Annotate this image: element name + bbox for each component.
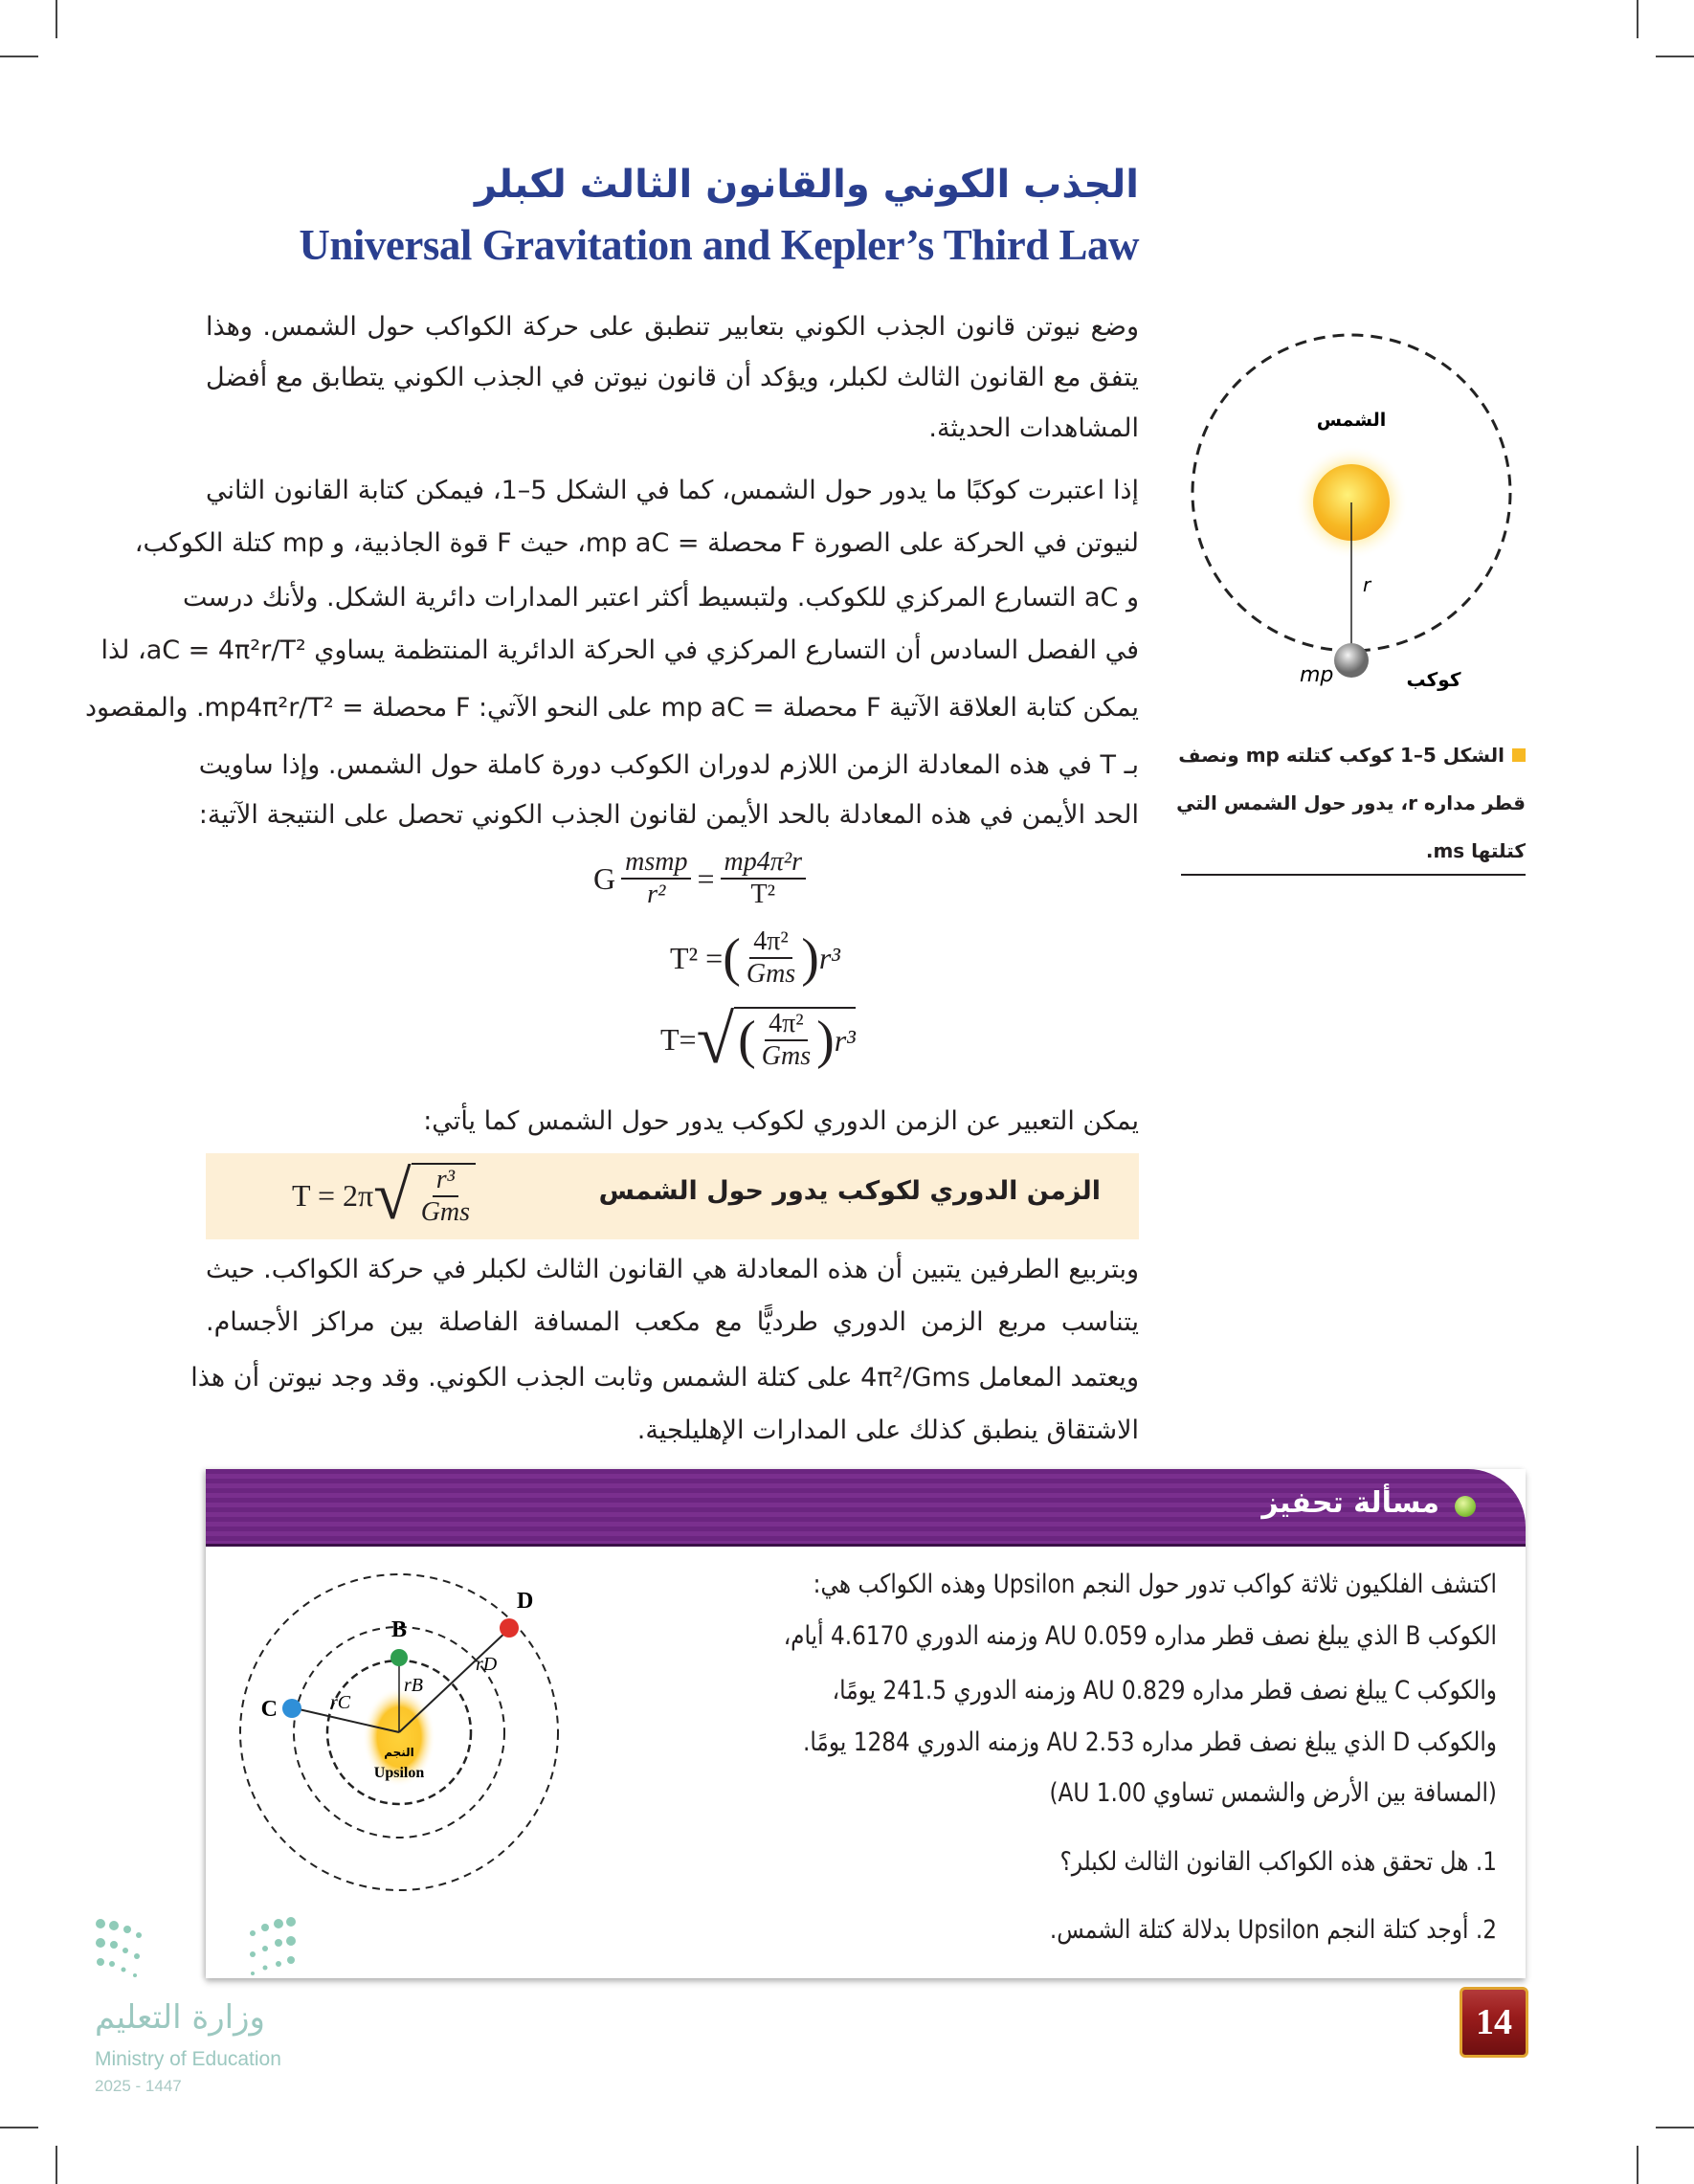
paragraph-line: لنيوتن في الحركة على الصورة F محصلة = mp aC، حيث F قوة الجاذبية، و mp كتلة الكوكب، bbox=[134, 528, 1139, 558]
planet-d-label: D bbox=[517, 1589, 534, 1614]
ministry-name-arabic: وزارة التعليم bbox=[95, 1998, 265, 2037]
question-2: 2. أوجد كتلة النجم Upsilon بدلالة كتلة الشمس. bbox=[1049, 1915, 1497, 1945]
eq-den: T² bbox=[750, 880, 776, 909]
question-1: 1. هل تحقق هذه الكواكب القانون الثالث لكبلر؟ bbox=[1059, 1847, 1497, 1877]
paragraph-line: وضع نيوتن قانون الجذب الكوني بتعابير تنطبق على حركة الكواكب حول الشمس. وهذا bbox=[206, 312, 1139, 342]
orbit-figure bbox=[1177, 325, 1531, 708]
equation-period: T= √ ( $\frac{\text{4π²}}{\text{Gms}}$ ) r³ bbox=[660, 1001, 856, 1078]
challenge-title: مسألة تحفيز bbox=[1261, 1486, 1439, 1520]
challenge-header bbox=[206, 1469, 1526, 1547]
problem-line: (المسافة بين الأرض والشمس تساوي 1.00 AU) bbox=[1049, 1778, 1497, 1808]
eq-equals: = bbox=[697, 860, 715, 896]
figure-caption-line: الشكل 5–1 كوكب كتلته mp ونصف bbox=[1178, 744, 1505, 767]
sqrt-icon: √ bbox=[696, 1001, 735, 1078]
paragraph-line: يتناسب مربع الزمن الدوري طرديًّا مع مكعب المسافة الفاصلة بين مراكز الأجسام. bbox=[206, 1307, 1139, 1337]
eq-num: msmp bbox=[621, 847, 691, 880]
star-label-ar: النجم bbox=[384, 1746, 414, 1759]
edition-year: 2025 - 1447 bbox=[95, 2077, 182, 2095]
section-title-english: Universal Gravitation and Kepler’s Third Law bbox=[299, 221, 1139, 269]
planet-c-icon bbox=[282, 1699, 301, 1718]
planet-b-icon bbox=[390, 1649, 408, 1666]
eq-num: mp4π²r bbox=[721, 847, 807, 880]
paragraph-line: يمكن كتابة العلاقة الآتية F محصلة = mp aC على النحو الآتي: F محصلة = mp4π²r/T². والمقصود bbox=[84, 693, 1139, 723]
radius-b-label: rB bbox=[404, 1675, 423, 1696]
paragraph-line: في الفصل السادس أن التسارع المركزي في الحركة الدائرية المنتظمة يساوي aC = 4π²r/T²، لذا bbox=[100, 635, 1139, 665]
paragraph-line: الحد الأيمن في هذه المعادلة بالحد الأيمن لقانون الجذب الكوني تحصل على النتيجة الآتية: bbox=[198, 800, 1139, 830]
eq-den: Gms bbox=[420, 1197, 471, 1227]
sun-label: الشمس bbox=[1316, 410, 1387, 431]
eq-num: 4π² bbox=[749, 926, 792, 959]
ministry-logo-icon bbox=[95, 1914, 301, 1991]
problem-line: والكوكب D الذي يبلغ نصف قطر مداره 2.53 AU وزمنه الدوري 1284 يومًا. bbox=[802, 1727, 1497, 1757]
radius-d-label: rD bbox=[476, 1654, 498, 1675]
paragraph-line: يتفق مع القانون الثالث لكبلر، ويؤكد أن قانون نيوتن في الجذب الكوني يتطابق مع أفضل bbox=[206, 363, 1139, 392]
key-equation bbox=[292, 1157, 476, 1234]
crop-mark bbox=[56, 0, 57, 38]
radius-c-label: rC bbox=[330, 1692, 351, 1713]
eq-lhs: T² = bbox=[670, 940, 724, 975]
eq-den: r² bbox=[647, 880, 666, 909]
figure-caption-line: قطر مداره r، يدور حول الشمس التي bbox=[1176, 791, 1526, 814]
planet-b-label: B bbox=[390, 1617, 408, 1642]
challenge-problem-box bbox=[206, 1469, 1526, 1978]
problem-line: اكتشف الفلكيون ثلاثة كواكب تدور حول النجم Upsilon وهذه الكواكب هي: bbox=[813, 1570, 1497, 1599]
paragraph-line: يمكن التعبير عن الزمن الدوري لكوكب يدور حول الشمس كما يأتي: bbox=[423, 1106, 1139, 1136]
eq-num: 4π² bbox=[765, 1009, 808, 1041]
section-title-arabic: الجذب الكوني والقانون الثالث لكبلر bbox=[474, 163, 1139, 207]
key-equation-label: الزمن الدوري لكوكب يدور حول الشمس bbox=[598, 1176, 1101, 1206]
radius-label: r bbox=[1363, 573, 1371, 596]
equation-gravitation bbox=[593, 847, 812, 910]
paragraph-line: الاشتقاق ينطبق كذلك على المدارات الإهليلجية. bbox=[636, 1415, 1139, 1445]
paragraph-line: و aC التسارع المركزي للكوكب. ولتبسيط أكثر اعتبر المدارات دائرية الشكل. ولأنك درست bbox=[182, 583, 1139, 613]
sqrt-icon: √ bbox=[373, 1157, 412, 1234]
eq-den: Gms bbox=[746, 959, 796, 989]
crop-mark bbox=[1637, 0, 1638, 38]
paragraph-line: المشاهدات الحديثة. bbox=[928, 413, 1139, 443]
page-number: 14 bbox=[1460, 1987, 1528, 2058]
planet-d-icon bbox=[500, 1618, 519, 1638]
mass-label: mp bbox=[1300, 663, 1334, 687]
upsilon-orbit-diagram bbox=[225, 1565, 579, 1948]
paragraph-line: وبتربيع الطرفين يتبين أن هذه المعادلة هي القانون الثالث لكبلر في حركة الكواكب. حيث bbox=[206, 1255, 1139, 1284]
paragraph-line: ويعتمد المعامل 4π²/Gms على كتلة الشمس وثابت الجذب الكوني. وقد وجد نيوتن أن هذا bbox=[190, 1363, 1139, 1393]
star-label-en: Upsilon bbox=[373, 1765, 425, 1781]
bullet-icon bbox=[1455, 1496, 1476, 1517]
eq-g: G bbox=[593, 860, 616, 896]
equation-period-squared: T² = ( $\frac{\text{4π²}}{\text{Gms}}$ ) r³ bbox=[670, 926, 840, 989]
problem-line: والكوكب C يبلغ نصف قطر مداره 0.829 AU وزمنه الدوري 241.5 يومًا، bbox=[832, 1676, 1497, 1705]
eq-tail: r³ bbox=[834, 1022, 856, 1058]
paragraph-line: إذا اعتبرت كوكبًا ما يدور حول الشمس، كما في الشكل 5–1، فيمكن كتابة القانون الثاني bbox=[206, 476, 1139, 505]
key-equation-box bbox=[206, 1153, 1139, 1239]
problem-line: الكوكب B الذي يبلغ نصف قطر مداره 0.059 AU وزمنه الدوري 4.6170 أيام، bbox=[783, 1621, 1497, 1651]
crop-mark bbox=[0, 56, 38, 57]
paragraph-line: بـ T في هذه المعادلة الزمن اللازم لدوران الكوكب دورة كاملة حول الشمس. وإذا ساويت bbox=[198, 750, 1139, 780]
crop-mark bbox=[0, 2127, 38, 2128]
planet-label: كوكب bbox=[1406, 668, 1461, 691]
eq-den: Gms bbox=[761, 1041, 812, 1071]
crop-mark bbox=[1656, 56, 1694, 57]
planet-icon bbox=[1334, 643, 1369, 678]
eq-lhs: T= bbox=[660, 1021, 697, 1057]
crop-mark bbox=[1656, 2127, 1694, 2128]
crop-mark bbox=[56, 2146, 57, 2184]
figure-caption-line: كتلتها ms. bbox=[1425, 839, 1526, 862]
crop-mark bbox=[1637, 2146, 1638, 2184]
eq-num: r³ bbox=[433, 1165, 458, 1197]
ministry-name-english: Ministry of Education bbox=[95, 2048, 281, 2070]
planet-c-label: C bbox=[260, 1697, 278, 1722]
eq-lhs: T = 2π bbox=[292, 1177, 374, 1213]
eq-tail: r³ bbox=[818, 940, 840, 975]
caption-divider bbox=[1181, 874, 1526, 876]
